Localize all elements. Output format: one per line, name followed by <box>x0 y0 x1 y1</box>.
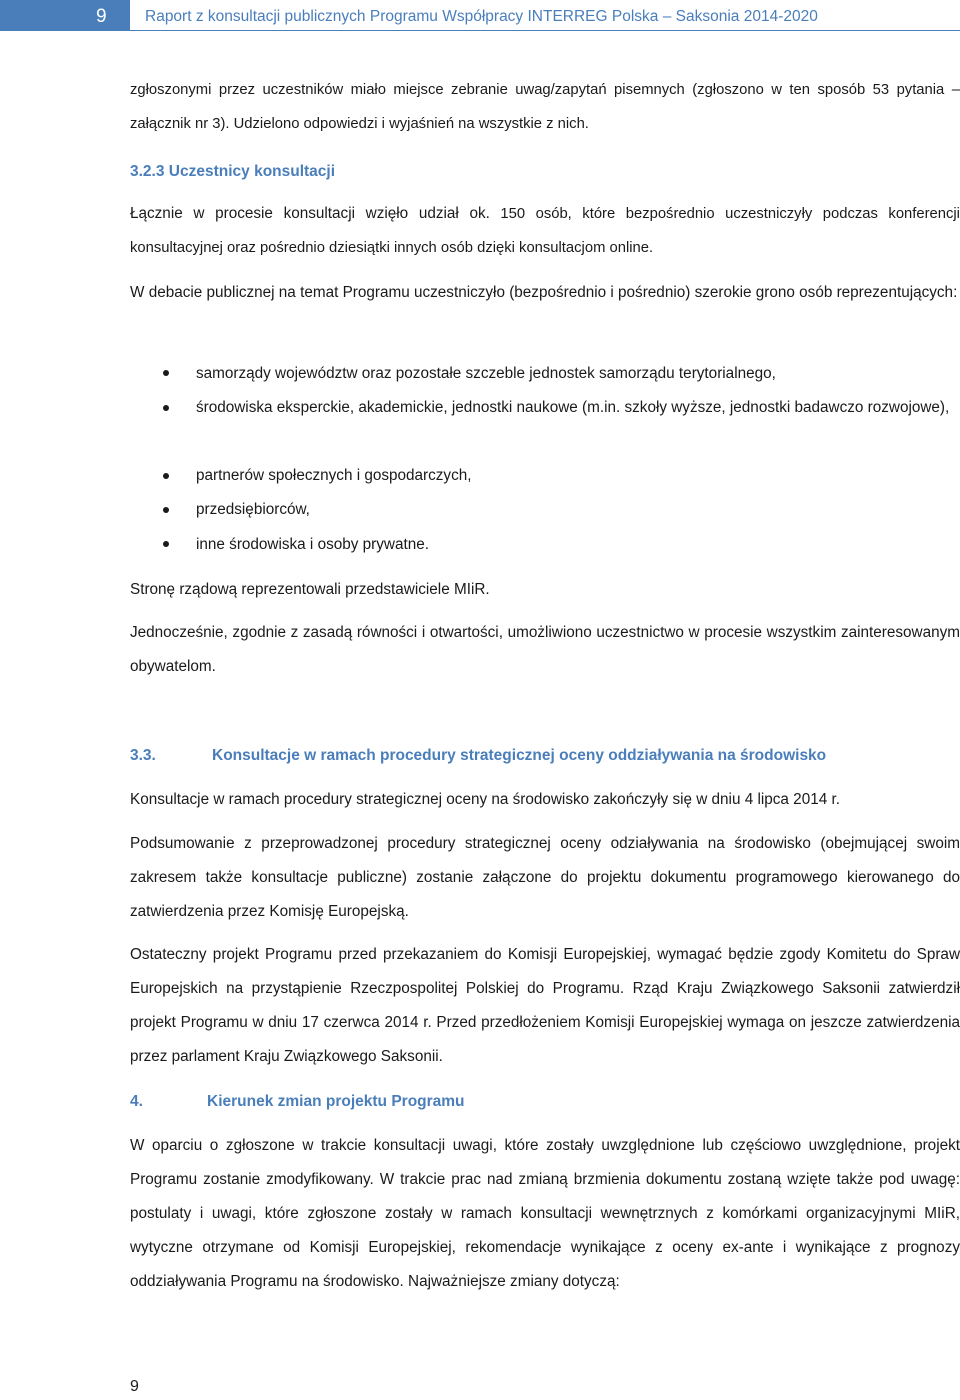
paragraph-changes: W oparciu o zgłoszone w trakcie konsultacji uwagi, które zostały uwzględnione lub częściowo uwzględnione, projekt Programu zostanie zmodyfikowany. W trakcie prac nad zmianą brzmienia dokumentu zostaną wzięte także pod uwagę: postulaty i uwagi, które zgłoszone zostały w ramach konsultacji wewnętrznych z komórkami organizacyjnymi MIiR, wytyczne otrzymane od Komisji Europejskiej, rekomendacje wynikające z oceny ex-ante i wynikające z prognozy oddziaływania Programu na środowisko. Najważniejsze zmiany dotyczą: <box>130 1137 960 1290</box>
paragraph-intro: zgłoszonymi przez uczestników miało miejsce zebranie uwag/zapytań pisemnych (zgłoszono w ten sposób 53 pytania – załącznik nr 3). Udzielono odpowiedzi i wyjaśnień na wszystkie z nich. <box>130 82 960 132</box>
section-heading-3-2-3 <box>130 161 335 183</box>
bullet-icon <box>163 541 169 547</box>
section-heading-4 <box>130 1091 465 1113</box>
bullet-icon <box>163 507 169 513</box>
footer-page-number: 9 <box>130 1378 139 1395</box>
heading-text: 3.2.3 Uczestnicy konsultacji <box>130 163 336 180</box>
paragraph-government: Stronę rządową reprezentowali przedstawiciele MIiR. <box>130 581 490 598</box>
list-item: inne środowiska i osoby prywatne. <box>196 536 429 553</box>
paragraph-participants-part-1: Łącznie w procesie konsultacji wzięło udział ok. <box>130 205 490 222</box>
heading-number: 3.3. <box>130 747 156 764</box>
paragraph-final-project: Ostateczny projekt Programu przed przekazaniem do Komisji Europejskiej, wymagać będzie zgody Komitetu do Spraw Europejskich na przystąpienie Rzeczpospolitej Polskiej do Programu. Rząd Kraju Związkowego Saksonii zatwierdził projekt Programu w dniu 17 czerwca 2014 r. Przed przedłożeniem Komisji Europejskiej wymaga on jeszcze zatwierdzenia przez parlament Kraju Związkowego Saksonii. <box>130 946 960 1065</box>
header-divider <box>0 30 960 31</box>
paragraph-participants-part-2: 150 osób, które bezpośrednio uczestniczyły podczas konferencji konsultacyjnej oraz pośrednio dziesiątki innych osób dzięki konsultacjom online. <box>130 206 960 256</box>
heading-text: Kierunek zmian projektu Programu <box>207 1093 465 1110</box>
paragraph-sooś-end: Konsultacje w ramach procedury strategicznej oceny na środowisko zakończyły się w dniu 4 lipca 2014 r. <box>130 791 840 808</box>
bullet-icon <box>163 473 169 479</box>
header-title: Raport z konsultacji publicznych Programu Współpracy INTERREG Polska – Saksonia 2014-2020 <box>145 8 818 25</box>
paragraph-summary: Podsumowanie z przeprowadzonej procedury strategicznej oceny odziaływania na środowisko (obejmującej swoim zakresem także konsultacje publiczne) zostanie załączone do projektu dokumentu programowego kierowanego do zatwierdzenia przez Komisję Europejską. <box>130 835 960 920</box>
paragraph-equality: Jednocześnie, zgodnie z zasadą równości i otwartości, umożliwiono uczestnictwo w procesie wszystkim zainteresowanym obywatelom. <box>130 624 960 675</box>
bullet-icon <box>163 370 169 376</box>
paragraph-debate: W debacie publicznej na temat Programu uczestniczyło (bezpośrednio i pośrednio) szerokie grono osób reprezentujących: <box>130 284 958 301</box>
heading-text: Konsultacje w ramach procedury strategicznej oceny oddziaływania na środowisko <box>212 747 827 764</box>
header-page-number: 9 <box>0 0 130 30</box>
section-heading-3-3 <box>130 745 826 767</box>
list-item: partnerów społecznych i gospodarczych, <box>196 467 472 484</box>
page-header <box>0 0 960 38</box>
list-item: samorządy województw oraz pozostałe szczeble jednostek samorządu terytorialnego, <box>196 365 776 382</box>
list-item: przedsiębiorców, <box>196 501 310 518</box>
list-item: środowiska eksperckie, akademickie, jednostki naukowe (m.in. szkoły wyższe, jednostki badawczo rozwojowe), <box>196 399 950 416</box>
bullet-icon <box>163 405 169 411</box>
heading-number: 4. <box>130 1093 143 1110</box>
paragraph-participants <box>130 197 960 265</box>
